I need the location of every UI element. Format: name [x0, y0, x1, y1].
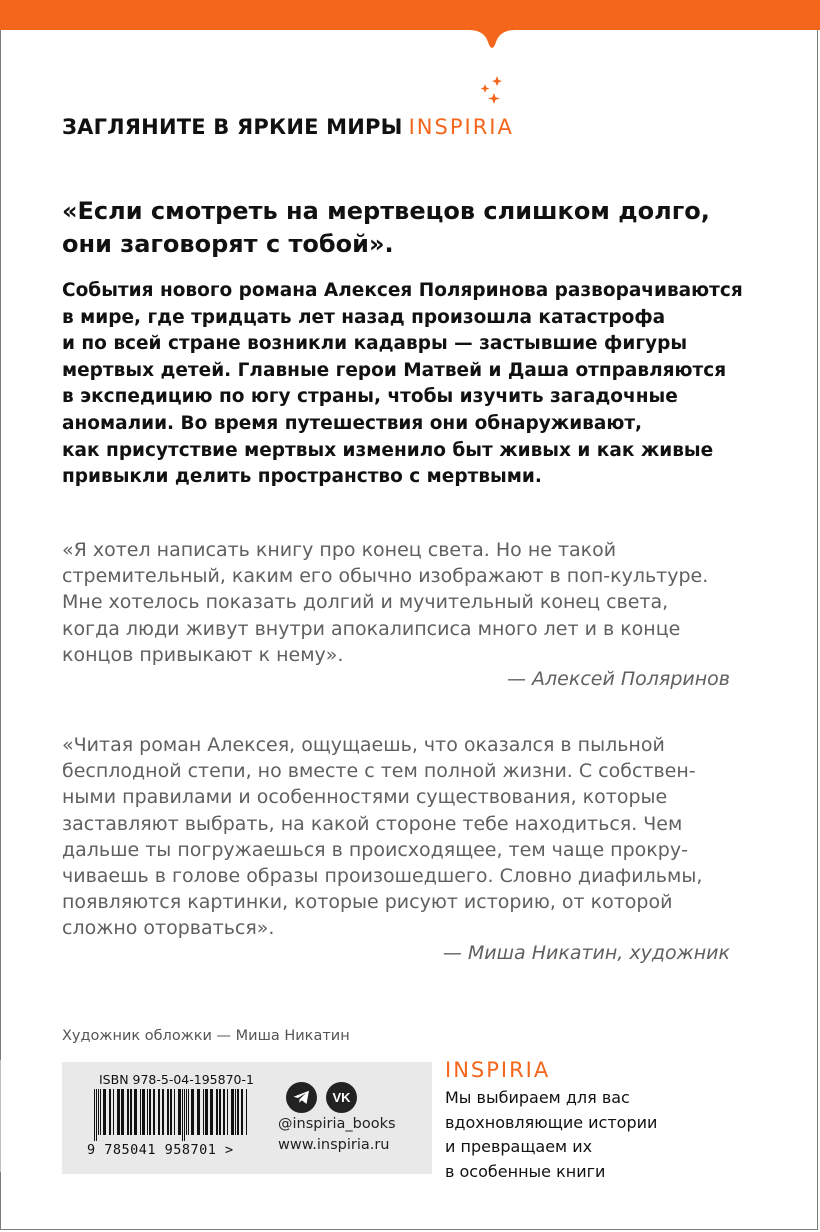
- headline: [62, 115, 514, 139]
- barcode-bar: [121, 1089, 124, 1135]
- barcode-bar: [142, 1089, 145, 1135]
- barcode-bar: [140, 1089, 141, 1135]
- review-line: чиваешь в голове образы произошедшего. Словно диафильмы,: [62, 865, 703, 888]
- barcode-bar: [216, 1089, 218, 1135]
- barcode-bar: [205, 1089, 208, 1135]
- isbn-label: ISBN 978-5-04-195870-1: [99, 1072, 254, 1087]
- barcode-bar: [223, 1089, 225, 1135]
- main-quote-line: они заговорят с тобой».: [62, 230, 394, 258]
- review-line: концов привыкают к нему».: [62, 643, 344, 666]
- barcode-bar: [241, 1089, 243, 1135]
- barcode-bar: [246, 1089, 247, 1135]
- tagline-line: и превращаем их: [445, 1137, 593, 1156]
- barcode-bar: [219, 1089, 221, 1135]
- barcode-guard-bar: [96, 1089, 97, 1141]
- barcode-bar: [134, 1089, 137, 1135]
- review-author-quote: [62, 537, 742, 668]
- barcode-digits: 9 785041 958701 >: [87, 1142, 234, 1158]
- synopsis-line: и по всей стране возникли кадавры — застывшие фигуры: [62, 333, 688, 355]
- review-line: Мне хотелось показать долгий и мучительный конец света,: [62, 591, 669, 614]
- synopsis-line: в экспедицию по югу страны, чтобы изучить загадочные: [62, 386, 678, 408]
- top-orange-band: [0, 0, 820, 60]
- review-line: стремительный, каким его обычно изображают в поп-культуре.: [62, 565, 709, 588]
- barcode-bar: [127, 1089, 129, 1135]
- sparkle-stars-icon: [477, 74, 507, 110]
- social-handle[interactable]: @inspiria_books: [278, 1116, 396, 1132]
- barcode-bar: [167, 1089, 169, 1135]
- barcode-bar: [103, 1089, 106, 1135]
- footer-brand: INSPIRIA: [445, 1058, 551, 1082]
- barcode-bar: [188, 1089, 189, 1135]
- website-link[interactable]: www.inspiria.ru: [278, 1137, 390, 1153]
- review-line: «Я хотел написать книгу про конец света. Но не такой: [62, 539, 617, 561]
- tagline-line: вдохновляющие истории: [445, 1112, 658, 1132]
- barcode-bar: [231, 1089, 234, 1135]
- headline-text: ЗАГЛЯНИТЕ В ЯРКИЕ МИРЫ: [62, 115, 403, 139]
- barcode-bar: [174, 1089, 175, 1135]
- barcode-bar: [153, 1089, 155, 1135]
- review-line: бесплодной степи, но вместе с тем полной жизни. С собствен-: [62, 760, 696, 783]
- review-line: появляются картинки, которые рисуют историю, от которой: [62, 891, 673, 914]
- barcode-bar: [170, 1089, 172, 1135]
- synopsis-line: аномалии. Во время путешествия они обнаруживают,: [62, 412, 643, 434]
- review-line: ными правилами и особенностями существования, которые: [62, 786, 668, 809]
- review-line: заставляют выбрать, на какой стороне тебе находиться. Чем: [62, 812, 683, 835]
- main-quote: [62, 195, 762, 261]
- synopsis-line: привыкли делить пространство с мертвыми.: [62, 466, 542, 488]
- barcode-bar: [100, 1089, 101, 1135]
- tagline-line: Мы выбираем для вас: [445, 1088, 630, 1107]
- footer-tagline: [445, 1086, 745, 1184]
- left-notch-shape: [0, 1060, 30, 1172]
- synopsis-line: как присутствие мертвых изменило быт живых и как живые: [62, 439, 714, 461]
- barcode-bar: [98, 1089, 99, 1135]
- barcode-bar: [109, 1089, 111, 1135]
- telegram-icon[interactable]: [286, 1082, 317, 1113]
- barcode-bar: [117, 1089, 120, 1135]
- review-line: когда люди живут внутри апокалипсиса много лет и в конце: [62, 617, 681, 640]
- barcode-bar: [147, 1089, 148, 1135]
- review-artist-signature: — Миша Никатин, художник: [442, 942, 730, 964]
- orange-band-shape: [0, 0, 820, 48]
- review-line: «Читая роман Алексея, ощущаешь, что оказался в пыльной: [62, 734, 665, 756]
- barcode-guard-bar: [182, 1089, 183, 1141]
- synopsis: [62, 278, 762, 491]
- barcode-bar: [113, 1089, 114, 1135]
- headline-brand: INSPIRIA: [408, 115, 514, 139]
- barcode-bar: [158, 1089, 160, 1135]
- barcode-bar: [210, 1089, 213, 1135]
- main-quote-line: «Если смотреть на мертвецов слишком долго,: [62, 197, 710, 225]
- barcode-guard-bar: [94, 1089, 95, 1141]
- barcode-bar: [149, 1089, 151, 1135]
- cover-artist-credit: Художник обложки — Миша Никатин: [62, 1028, 350, 1044]
- barcode-bar: [197, 1089, 200, 1135]
- synopsis-line: События нового романа Алексея Поляринова разворачиваются: [62, 280, 743, 301]
- barcode-bar: [191, 1089, 194, 1135]
- barcode-bar: [227, 1089, 228, 1135]
- barcode-bar: [186, 1089, 187, 1135]
- synopsis-line: в мире, где тридцать лет назад произошла катастрофа: [62, 306, 666, 328]
- barcode-bar: [203, 1089, 204, 1135]
- barcode-bar: [178, 1089, 181, 1135]
- synopsis-line: мертвых детей. Главные герои Матвей и Даша отправляются: [62, 359, 727, 381]
- review-artist-quote: [62, 732, 742, 942]
- tagline-line: в особенные книги: [445, 1161, 606, 1181]
- barcode-bar: [130, 1089, 132, 1135]
- barcode: [92, 1089, 247, 1141]
- barcode-bar: [162, 1089, 164, 1135]
- review-line: дальше ты погружаешься в происходящее, тем чаще прокру-: [62, 838, 688, 861]
- vk-icon[interactable]: VK: [326, 1082, 357, 1113]
- review-author-signature: — Алексей Поляринов: [506, 668, 730, 690]
- barcode-bar: [237, 1089, 239, 1135]
- barcode-guard-bar: [184, 1089, 185, 1141]
- review-line: сложно оторваться».: [62, 917, 275, 940]
- barcode-bar: [235, 1089, 236, 1135]
